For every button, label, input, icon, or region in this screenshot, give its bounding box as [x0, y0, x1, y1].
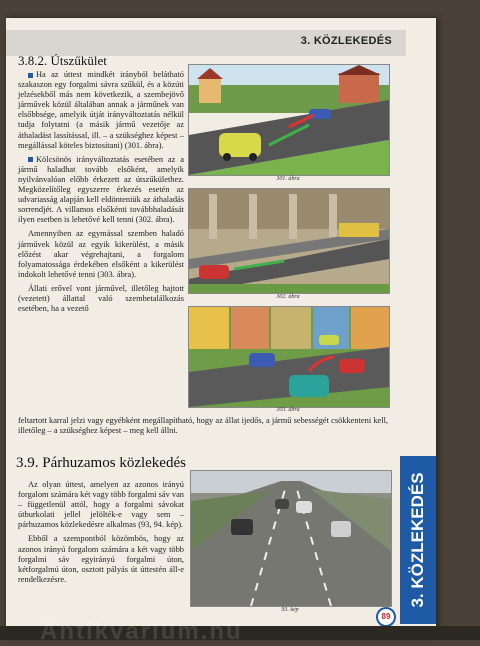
text-column-bottom — [18, 480, 184, 585]
figure-301 — [188, 64, 390, 176]
figure-303-illustration — [189, 307, 389, 407]
bullet-icon — [28, 73, 33, 78]
paragraph-6: Ebből a szempontból közömbös, hogy az azonos irányú forgalom számára a két vagy több forgalmi sáv egyirányú forgalmi úton, kétforgalmú úton, osztott pályás út úttestén áll-e rendelkezésre. — [18, 534, 184, 584]
figure-302-illustration — [189, 189, 389, 293]
paragraph-5: Az olyan úttest, amelyen az azonos irányú forgalom számára két vagy több forgalmi sáv van – függetlenül attól, hogy a forgalmi sávokat útburkolati jellel jelölték-e vagy sem – párhuzamos közlekedésre alkalmas (93, 94. kép). — [18, 480, 184, 530]
paragraph-3: Amennyiben az egymással szemben haladó járművek közül az egyik kikerülést, a másik előzést akar végrehajtani, a forgalom folyamatossága érdekében elsőként a kikerülést indokolt lehetővé tenni (303. ábra). — [18, 229, 184, 279]
paragraph-2: Kölcsönös irányváltoztatás esetében az a jármű haladhat tovább elsőként, amelyik nyilvánvalóan előbb érkezett az útszűkülethez. Megközelítőleg egyszerre érkezés esetén az udvariasság alapján kell eldönteniük az áthaladás sorrendjét. A villamos elsőkénti továbbhaladását ilyen esetben is lehetővé kell tenni (302. ábra). — [18, 154, 184, 225]
text-column-left — [18, 70, 184, 314]
page-number: 89 — [376, 607, 396, 627]
chapter-header: 3. KÖZLEKEDÉS — [300, 35, 392, 47]
figure-303 — [188, 306, 390, 408]
chapter-side-tab: 3. KÖZLEKEDÉS — [400, 456, 436, 624]
caption-301: 301. ábra — [276, 176, 300, 182]
paragraph-1: Ha az úttest mindkét irányból belátható szakaszon egy forgalmi sávra szűkül, és a közúti jelzésekből más nem következik, a szembejövő járművek közül általában annak a járműnek van elsőbbsége, amelyik útját irányváltoztatás nélkül tudja folytatni (a másik jármű vezetője az áthaladást lassítással, ill. – a szükséghez képest – megállással köteles biztosítani) (301. ábra). — [18, 70, 184, 150]
watermark-text: Antikvárium.hu — [40, 618, 243, 645]
caption-photo-93: 93. kép — [281, 607, 299, 613]
caption-303: 303. ábra — [276, 407, 300, 413]
section-title-39: 3.9. Párhuzamos közlekedés — [16, 455, 186, 471]
paragraph-continuation: feltartott karral jelzi vagy egyébként megállapítható, hogy az állat ijedős, a jármű sebességét csökkenteni kell, illetőleg – a szükséghez képest – meg kell állni. — [18, 416, 388, 436]
figure-302 — [188, 188, 390, 294]
bullet-icon — [28, 157, 33, 162]
photo-93-illustration — [191, 471, 391, 606]
photo-93 — [190, 470, 392, 607]
section-title-382: 3.8.2. Útszűkület — [18, 53, 107, 68]
figure-301-illustration — [189, 65, 389, 175]
paragraph-4: Állati erővel vont járművel, illetőleg hajtott (vezetett) állattal való szembetalálkozás esetében, ha a vezető — [18, 283, 184, 314]
book-page — [6, 18, 436, 633]
caption-302: 302. ábra — [276, 294, 300, 300]
